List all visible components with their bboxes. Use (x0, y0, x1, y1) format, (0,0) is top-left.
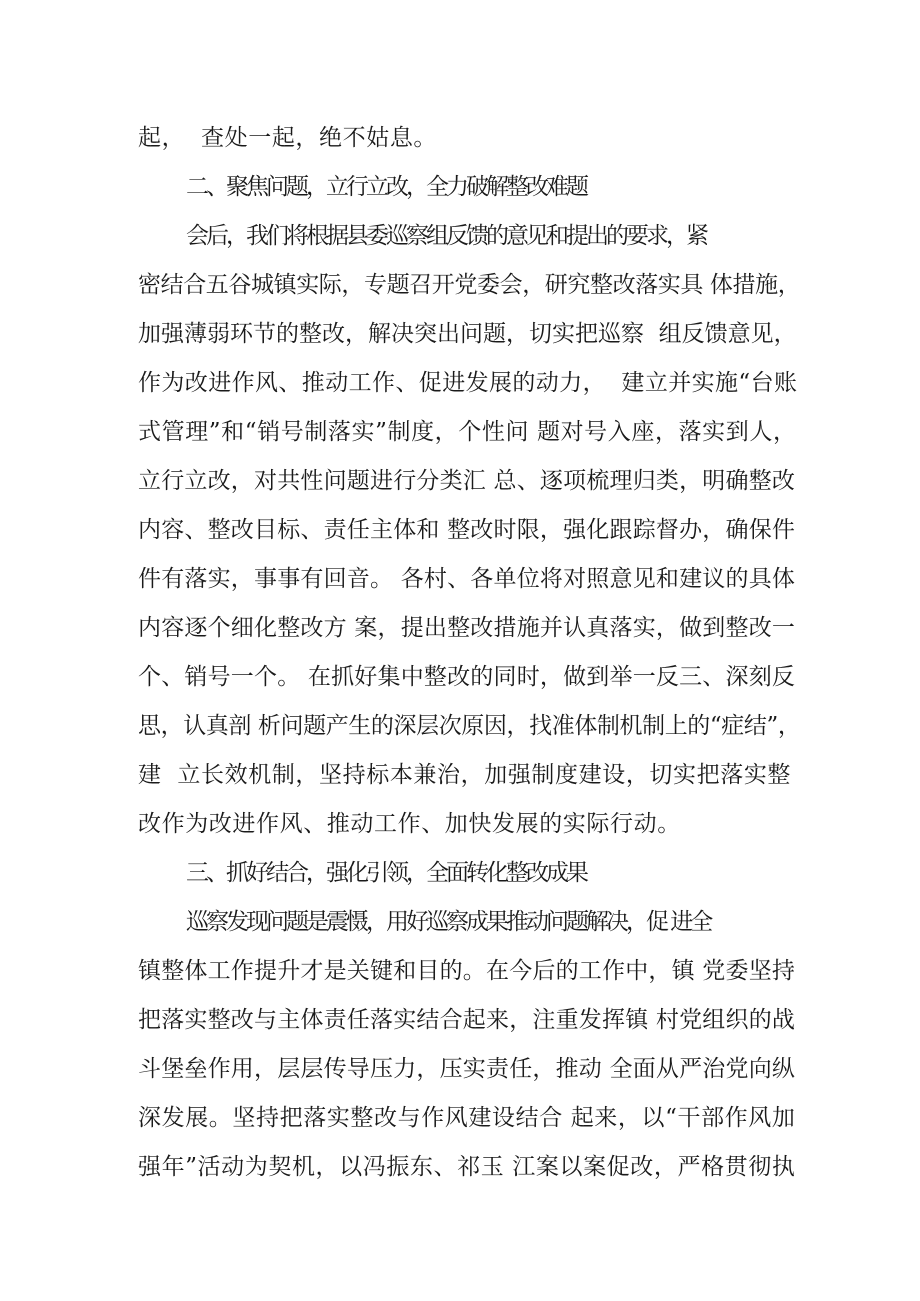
paragraph-line: 思，认真剖 析问题产生的深层次原因，找准体制机制上的“症结”， (138, 713, 801, 739)
paragraph-line: 改作为改进作风、推动工作、加快发展的实际行动。 (138, 811, 681, 837)
paragraph-line: 件有落实，事事有回音。 各村、各单位将对照意见和建议的具体 (138, 566, 796, 592)
paragraph-line: 强年”活动为契机，以冯振东、祁玉 江案以案促改，严格贯彻执 (138, 1154, 796, 1180)
paragraph-line: 斗堡垒作用，层层传导压力，压实责任，推动 全面从严治党向纵 (138, 1056, 796, 1082)
paragraph-line: 作为改进作风、推动工作、促进发展的动力， 建立并实施“台账 (138, 370, 798, 396)
section-heading-3: 三、抓好结合，强化引领，全面转化整改成果 (186, 860, 586, 886)
paragraph-line: 内容逐个细化整改方 案，提出整改措施并认真落实，做到整改一 (138, 615, 796, 641)
paragraph-line: 起， 查处一起，绝不姑息。 (138, 125, 438, 151)
paragraph-line: 把落实整改与主体责任落实结合起来，注重发挥镇 村党组织的战 (138, 1007, 796, 1033)
paragraph-line: 内容、整改目标、责任主体和 整改时限，强化跟踪督办，确保件 (138, 517, 796, 543)
paragraph-line: 镇整体工作提升才是关键和目的。在今后的工作中，镇 党委坚持 (138, 958, 796, 984)
section-heading-2: 二、聚焦问题，立行立改，全力破解整改难题 (186, 174, 586, 200)
paragraph-line: 式管理”和“销号制落实”制度，个性问 题对号入座，落实到人， (138, 419, 797, 445)
paragraph-line: 密结合五谷城镇实际，专题召开党委会，研究整改落实具 体措施， (138, 272, 801, 298)
paragraph-line: 加强薄弱环节的整改，解决突出问题，切实把巡察 组反馈意见， (138, 321, 797, 347)
paragraph-line: 巡察发现问题是震慑，用好巡察成果推动问题解决，促 进全 (186, 909, 711, 935)
paragraph-line: 个、销号一个。 在抓好集中整改的同时，做到举一反三、深刻反 (138, 664, 796, 690)
paragraph-line: 会后，我们将根据县委巡察组反馈的意见和提出的要求，紧 (186, 223, 706, 249)
paragraph-line: 立行立改，对共性问题进行分类汇 总、逐项梳理归类，明确整改 (138, 468, 796, 494)
paragraph-line: 建 立长效机制，坚持标本兼治，加强制度建设，切实把落实整 (138, 762, 792, 788)
paragraph-line: 深发展。坚持把落实整改与作风建设结合 起来，以“干部作风加 (138, 1105, 796, 1131)
